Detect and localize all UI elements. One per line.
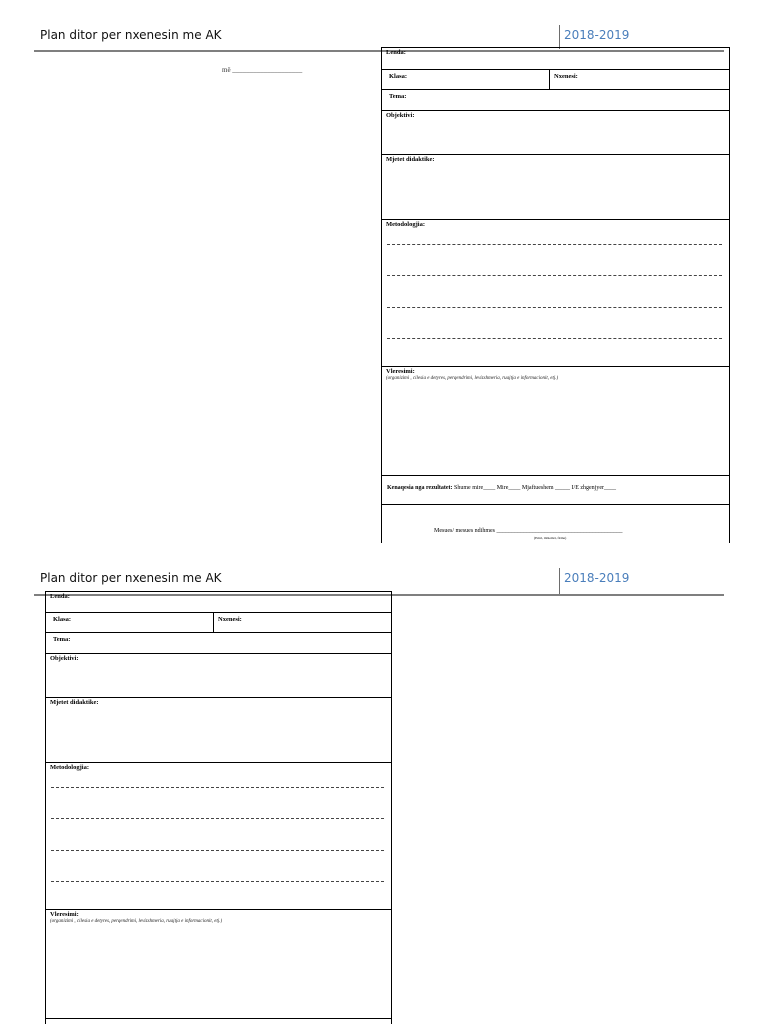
plan-form: [381, 47, 730, 543]
row-klasa: [382, 69, 729, 90]
dotted-line: [387, 275, 722, 276]
vleresimi-note: (organizimi , cilesia e detyres, perqendrimi, levizshmeria, ruajtja e informacionit, etj.): [386, 376, 559, 381]
mjetet-label: Mjetet didaktike:: [50, 699, 99, 706]
row-objektivi: [46, 653, 391, 698]
header-divider: [559, 568, 560, 594]
cell-divider: [549, 70, 550, 90]
objektivi-label: Objektivi:: [386, 112, 415, 119]
page-title: Plan ditor per nxenesin me AK: [40, 28, 222, 42]
me-line: mё ____________________: [222, 66, 303, 74]
row-lenda: [46, 592, 391, 612]
row-teacher: [382, 504, 729, 543]
school-year: 2018-2019: [564, 571, 630, 585]
row-vleresimi: [382, 366, 729, 476]
page-title: Plan ditor per nxenesin me AK: [40, 571, 222, 585]
cell-divider: [213, 613, 214, 633]
row-objektivi: [382, 110, 729, 155]
row-vleresimi: [46, 909, 391, 1019]
lenda-label: Lenda:: [386, 49, 406, 56]
vleresimi-label: Vleresimi:: [50, 911, 79, 918]
row-klasa: [46, 612, 391, 633]
klasa-label: Klasa:: [389, 73, 408, 80]
metodologjia-label: Metodologjia:: [386, 221, 425, 228]
vleresimi-note: (organizimi , cilesia e detyres, perqendrimi, levizshmeria, ruajtja e informacionit, etj.): [50, 919, 223, 924]
metodologjia-label: Metodologjia:: [50, 764, 89, 771]
tema-label: Tema:: [53, 636, 71, 643]
dotted-line: [387, 338, 722, 339]
lenda-label: Lenda:: [50, 593, 70, 600]
tema-label: Tema:: [389, 93, 407, 100]
document-page-2: [0, 543, 768, 1024]
kenaqesia-label: Kenaqesia nga rezultatet:: [387, 485, 453, 491]
row-metodologjia: [382, 219, 729, 367]
dotted-line: [51, 818, 384, 819]
nxenesi-label: Nxenesi:: [218, 616, 242, 623]
row-mjetet: [382, 154, 729, 220]
teacher-line: Mesues/ mesues ndihmes __________________________________________: [434, 528, 623, 534]
row-tema: [382, 89, 729, 111]
plan-form: [45, 591, 392, 1024]
row-tema: [46, 632, 391, 654]
row-kenaqesia: [382, 475, 729, 505]
dotted-line: [51, 850, 384, 851]
kenaqesia-line: [387, 485, 616, 491]
row-kenaqesia: [46, 1018, 391, 1024]
dotted-line: [51, 787, 384, 788]
dotted-line: [51, 881, 384, 882]
klasa-label: Klasa:: [53, 616, 72, 623]
mjetet-label: Mjetet didaktike:: [386, 156, 435, 163]
row-lenda: [382, 48, 729, 69]
row-metodologjia: [46, 762, 391, 910]
vleresimi-label: Vleresimi:: [386, 368, 415, 375]
row-mjetet: [46, 697, 391, 763]
nxenesi-label: Nxenesi:: [554, 73, 578, 80]
kenaqesia-options: Shume mire____ Mire____ Mjaftueshem _____ I/E zhgenjyer____: [454, 485, 617, 491]
dotted-line: [387, 244, 722, 245]
header-divider: [559, 25, 560, 49]
teacher-note: (Emri, mbiemri, firma): [534, 536, 567, 540]
objektivi-label: Objektivi:: [50, 655, 79, 662]
dotted-line: [387, 307, 722, 308]
school-year: 2018-2019: [564, 28, 630, 42]
